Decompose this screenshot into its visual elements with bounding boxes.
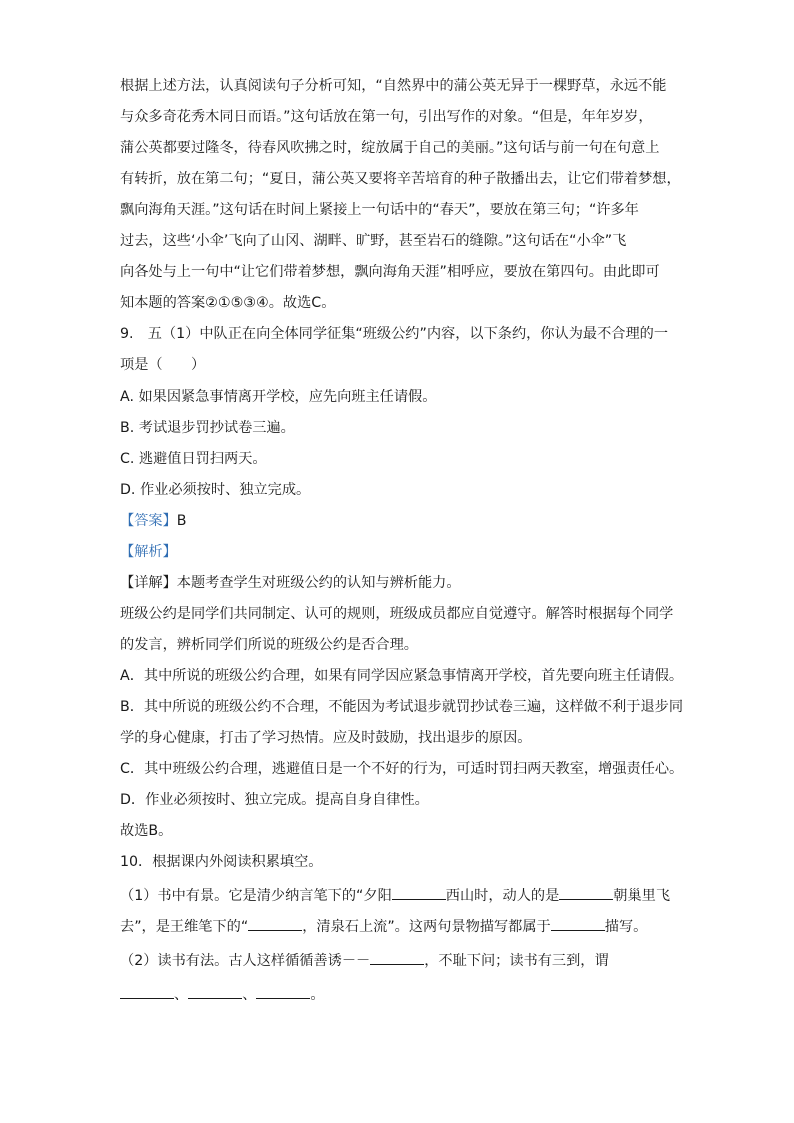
q10-p1-text-d: 去”，是王维笔下的“ (120, 919, 249, 935)
q10-p1-text-a: （1）书中有景。它是清少纳言笔下的“夕阳 (120, 888, 392, 904)
q10-part2-line-1 (120, 948, 609, 970)
q9-body-line-6: C．其中班级公约合理，逃避值日是一个不好的行为，可适时罚扫两天教室，增强责任心。 (120, 761, 684, 777)
q9-option-c: C. 逃避值日罚扫两天。 (120, 451, 267, 467)
separator-2: 、 (242, 987, 257, 1003)
q10-p1-text-f: 描写。 (604, 919, 648, 935)
q10-part2-line-2 (120, 982, 325, 1004)
blank-4[interactable] (551, 914, 605, 931)
q10-p1-text-e: ，清泉石上流”。这两句景物描写都属于 (302, 919, 551, 935)
end-mark: 。 (310, 987, 325, 1003)
analysis-label: 【解析】 (120, 544, 177, 560)
q9-body-line-2: 的发言，辨析同学们所说的班级公约是否合理。 (120, 637, 418, 653)
blank-2[interactable] (559, 883, 613, 900)
q9-option-b: B. 考试退步罚抄试卷三遍。 (120, 420, 295, 436)
analysis-line-1: 根据上述方法，认真阅读句子分析可知，“自然界中的蒲公英无异于一棵野草，永远不能 (120, 78, 667, 94)
q10-stem: 10．根据课内外阅读积累填空。 (120, 854, 323, 870)
q10-part1-line-2 (120, 914, 647, 936)
blank-3[interactable] (248, 914, 302, 931)
analysis-line-7: 向各处与上一句中“让它们带着梦想，飘向海角天涯”相呼应，要放在第四句。由此即可 (120, 264, 660, 280)
q10-part1-line-1 (120, 883, 670, 905)
detail-label: 【详解】 (120, 575, 177, 591)
blank-8[interactable] (256, 982, 310, 999)
analysis-line-3: 蒲公英都要过隆冬，待春风吹拂之时，绽放属于自己的美丽。”这句话与前一句在句意上 (120, 140, 660, 156)
q10-p2-text-b: ，不耻下问；读书有三到，谓 (424, 953, 609, 969)
analysis-line-4: 有转折，放在第二句；“夏日，蒲公英又要将辛苦培育的种子散播出去，让它们带着梦想， (120, 171, 681, 187)
q9-body-line-8: 故选B。 (120, 823, 173, 839)
analysis-line-6: 过去，这些‘小伞’飞向了山冈、湖畔、旷野，甚至岩石的缝隙。”这句话在“小伞”飞 (120, 233, 627, 249)
q9-detail (120, 572, 461, 594)
blank-5[interactable] (370, 948, 424, 965)
blank-1[interactable] (392, 883, 446, 900)
q10-p1-text-c: 朝巢里飞 (613, 888, 671, 904)
answer-label: 【答案】 (120, 513, 177, 529)
separator-1: 、 (174, 987, 189, 1003)
q9-body-line-4: B．其中所说的班级公约不合理，不能因为考试退步就罚抄试卷三遍，这样做不利于退步同 (120, 699, 684, 715)
q9-analysis-heading (120, 541, 177, 563)
q10-p2-text-a: （2）读书有法。古人这样循循善诱－－ (120, 953, 371, 969)
q9-stem-line-1: 9. 五（1）中队正在向全体同学征集“班级公约”内容，以下条约，你认为最不合理的一 (120, 326, 669, 342)
blank-7[interactable] (188, 982, 242, 999)
q9-option-a: A. 如果因紧急事情离开学校，应先向班主任请假。 (120, 389, 437, 405)
q9-body-line-5: 学的身心健康，打击了学习热情。应及时鼓励，找出退步的原因。 (120, 730, 532, 746)
q9-body-line-7: D．作业必须按时、独立完成。提高自身自律性。 (120, 792, 429, 808)
blank-6[interactable] (120, 982, 174, 999)
analysis-line-5: 飘向海角天涯。”这句话在时间上紧接上一句话中的“春天”，要放在第三句；“许多年 (120, 202, 639, 218)
analysis-line-8: 知本题的答案②①⑤③④。故选C。 (120, 295, 336, 311)
detail-text: 本题考查学生对班级公约的认知与辨析能力。 (176, 575, 461, 591)
q9-stem-line-2: 项是（ ） (120, 357, 206, 373)
q9-body-line-3: A．其中所说的班级公约合理，如果有同学因应紧急事情离开学校，首先要向班主任请假。 (120, 668, 684, 684)
analysis-line-2: 与众多奇花秀木同日而语。”这句话放在第一句，引出写作的对象。“但是，年年岁岁， (120, 109, 653, 125)
q9-option-d: D. 作业必须按时、独立完成。 (120, 482, 311, 498)
q10-p1-text-b: 西山时，动人的是 (445, 888, 560, 904)
answer-value: B (176, 513, 187, 529)
q9-body-line-1: 班级公约是同学们共同制定、认可的规则，班级成员都应自觉遵守。解答时根据每个同学 (120, 606, 674, 622)
q9-answer (120, 510, 187, 532)
